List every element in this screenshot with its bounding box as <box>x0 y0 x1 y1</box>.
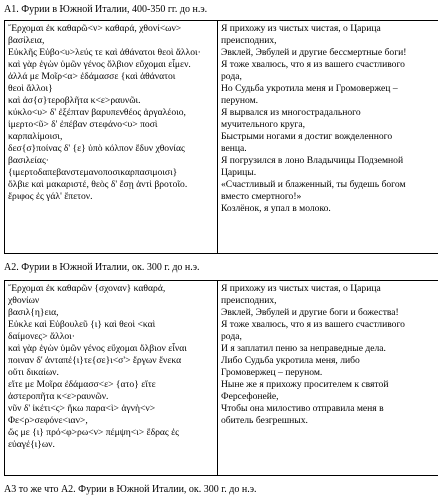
section-a2-table <box>4 280 438 476</box>
a1-russian-line: рода, <box>221 71 242 82</box>
a1-russian-line: Я тоже хвалюсь, что я из вашего счастливого <box>221 59 405 70</box>
a2-russian-line: Чтобы она милостиво отправила меня в <box>221 403 384 414</box>
section-a3-title: А3 то же что А2. Фурии в Южной Италии, ок. 300 г. до н.э. <box>4 484 257 495</box>
a2-greek-line: δαίμονες> ἄλλοι· <box>8 331 75 342</box>
a1-greek-line: καὶ γὰρ ἐγὼν ὑμῶν γένος ὄλβιον εὔχομαι εἶμεν. <box>8 59 191 70</box>
a1-greek-line: ἱμερτο<ῦ> δ' ἐπέβαν στεφάνο<υ> ποσὶ <box>8 119 158 130</box>
a1-russian-line: преисподних, <box>221 35 277 46</box>
section-a1-table <box>4 20 438 254</box>
a1-greek-line: κύκλο<υ> δ' ἐξέπταν βαρυπενθέος ἀργαλέοιο, <box>8 107 186 118</box>
a1-russian-line: Эвклей, Эвбулей и другие бессмертные боги! <box>221 47 407 58</box>
a1-russian-line: перуном. <box>221 95 259 106</box>
a1-russian-line: мучительного круга, <box>221 119 305 130</box>
a1-russian-line: вместо смертного!» <box>221 191 302 202</box>
a1-greek-line: θεοὶ ἄλλοι} <box>8 83 53 94</box>
a2-greek-line: ῎Ερχομαι ἐκ καθαρῶν {σχοναν} καθαρά, <box>8 283 166 294</box>
a1-greek-line: δεσ{σ}ποίνας δ' {ε} ὑπὸ κόλπον ἔδυν χθονίας <box>8 143 185 154</box>
a1-russian-cell <box>218 21 438 254</box>
a1-greek-line: ἔριφος ἐς γάλ' ἔπετον. <box>8 191 93 202</box>
a1-greek-cell <box>5 21 218 254</box>
a1-greek-line: ῎Ερχομαι ἐκ καθαρῶ<ν> καθαρά, χθονί<ων> <box>8 23 182 34</box>
a1-russian-line: Я вырвался из многострадального <box>221 107 361 118</box>
a2-russian-line: Эвклей, Эвбулей и другие боги и божества! <box>221 307 399 318</box>
a2-greek-cell <box>5 281 218 476</box>
a2-russian-line: И я заплатил пеню за неправедные дела. <box>221 343 386 354</box>
a2-greek-line: Εὐκλε καὶ Εὐβουλεῦ {ι} καὶ θεοὶ <καὶ <box>8 319 156 330</box>
a2-russian-line: Я прихожу из чистых чистая, о Царица <box>221 283 381 294</box>
a2-greek-line: ὥς με {ι} πρό<φ>ρω<ν> πέμψη<ι> ἕδρας ἐς <box>8 427 179 438</box>
a1-russian-line: Быстрыми ногами я достиг вожделенного <box>221 131 393 142</box>
a1-russian-line: «Счастливый и блаженный, ты будешь богом <box>221 179 406 190</box>
a2-russian-line: рода, <box>221 331 242 342</box>
a1-russian-line: Царицы. <box>221 167 257 178</box>
a1-greek-line: {ιμερτοδαπεβανστεμανοποσικαρπασιμοισι} <box>8 167 178 178</box>
a1-greek-line: ἀλλά με Μοῖρ<α> ἐδάμασσε {καὶ ἀθάνατοι <box>8 71 176 82</box>
a1-greek-line: βασίλεια, <box>8 35 45 46</box>
a1-greek-line: βασιλείας· <box>8 155 49 166</box>
a2-greek-line: ἀστεροπῆτα κ<ε>ραυνῶν. <box>8 391 109 402</box>
a1-greek-line: καὶ ἀσ{σ}τεροβλῆτα κ<ε>ραυνῶι. <box>8 95 141 106</box>
a2-russian-cell <box>218 281 438 476</box>
a1-greek-line: καρπαλίμοισι, <box>8 131 63 142</box>
a2-greek-line: νῦν δ' ἱκέτι<ς> ἥκω παρα<ὶ> ἁγνὴ<ν> <box>8 403 156 414</box>
a2-greek-line: χθονίων <box>8 295 40 306</box>
a2-greek-line: εἴτε με Μοῖρα ἐδάμασσ<ε> {ατο} εἴτε <box>8 379 156 390</box>
a1-russian-line: Но Судьба укротила меня и Громовержец – <box>221 83 398 94</box>
a2-russian-line: преисподних, <box>221 295 277 306</box>
a2-russian-line: Либо Судьба укротила меня, либо <box>221 355 360 366</box>
a2-greek-line: βασιλ{η}εια, <box>8 307 59 318</box>
a2-russian-line: Ныне же я прихожу просителем к святой <box>221 379 389 390</box>
a1-greek-line: ὄλβιε καὶ μακαριστέ, θεὸς δ' ἔσῃ ἀντὶ βροτοῖο. <box>8 179 188 190</box>
a2-greek-line: καὶ γὰρ ἐγὼν ὑμῶν γένος εὔχομαι ὄλβιον εἶναι <box>8 343 187 354</box>
a2-russian-line: Ферсефонейе, <box>221 391 279 402</box>
a2-russian-line: обитель безгрешных. <box>221 415 308 426</box>
a2-greek-line: Φε<ρ>σεφόνε<ιαν>, <box>8 415 88 426</box>
section-a2-title: А2. Фурии в Южной Италии, ок. 300 г. до н.э. <box>4 262 200 273</box>
a2-greek-line: εὐαγέ{ι}ων. <box>8 439 55 450</box>
a1-russian-line: Козлёнок, я упал в молоко. <box>221 203 331 214</box>
a1-russian-line: Я погрузился в лоно Владычицы Подземной <box>221 155 404 166</box>
a2-russian-line: Громовержец – перуном. <box>221 367 323 378</box>
a2-russian-line: Я тоже хвалюсь, что я из вашего счастливого <box>221 319 405 330</box>
a2-greek-line: ποιναν δ' ἀνταπέ{ι}τε{σε}ι<σ'> ἔργων ἕνεκα <box>8 355 182 366</box>
a1-russian-line: Я прихожу из чистых чистая, о Царица <box>221 23 381 34</box>
a2-greek-line: οὔτι δικαίων. <box>8 367 59 378</box>
a1-greek-line: Εὐκλῆς Εὐβο<υ>λεύς τε καὶ ἀθάνατοι θεοὶ ἄλλοι· <box>8 47 201 58</box>
section-a1-title: А1. Фурии в Южной Италии, 400-350 гг. до н.э. <box>4 4 208 15</box>
a1-russian-line: венца. <box>221 143 247 154</box>
